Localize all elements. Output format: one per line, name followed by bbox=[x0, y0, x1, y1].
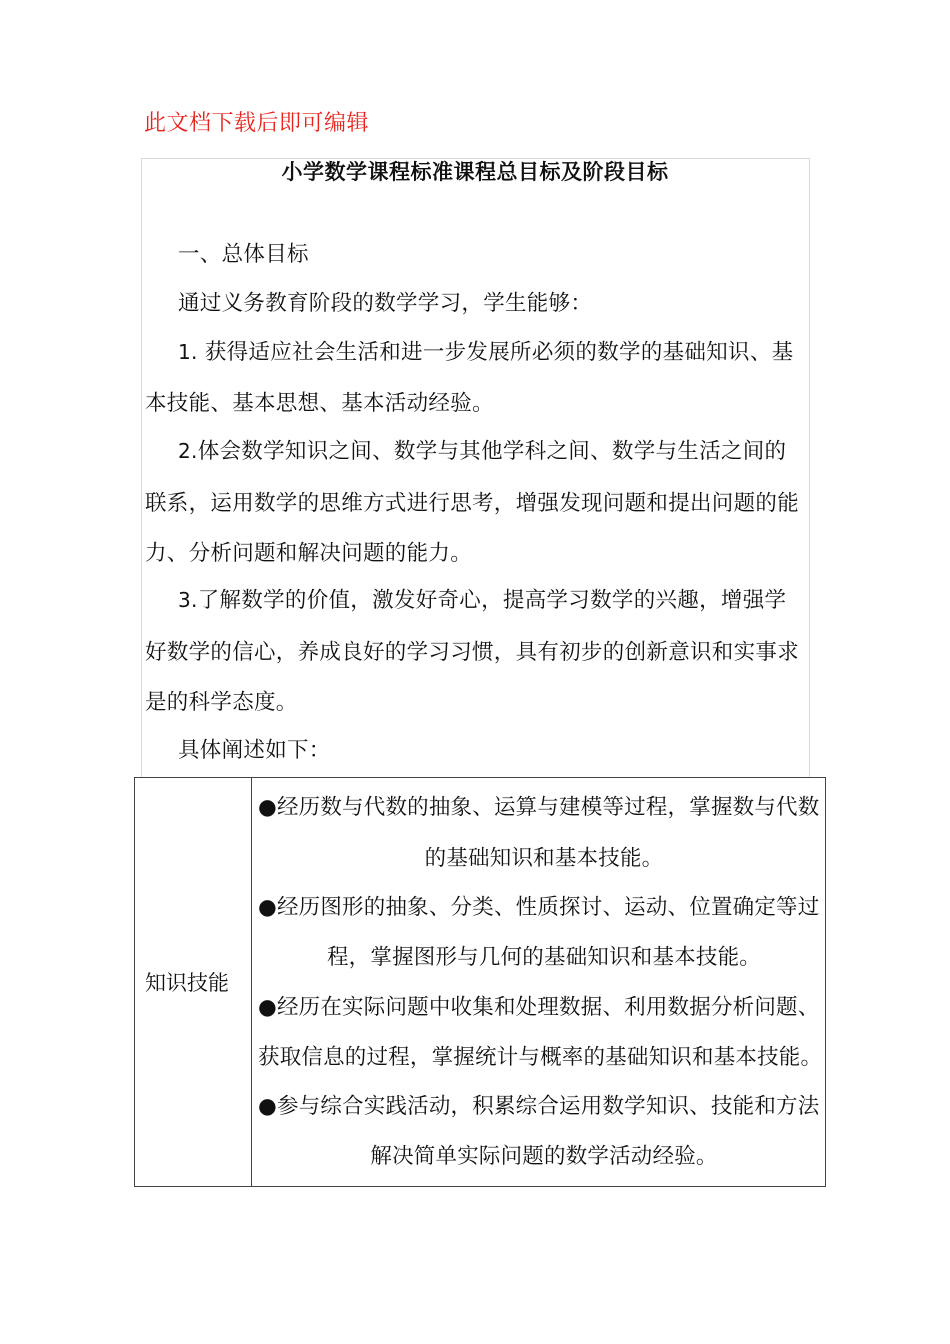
bullet-4-line-2: 解决简单实际问题的数学活动经验。 bbox=[370, 1144, 718, 1169]
goal-3-line-3: 是的科学态度。 bbox=[145, 690, 298, 715]
section-heading: 一、总体目标 bbox=[178, 242, 309, 267]
goal-2-number: 2. bbox=[178, 439, 198, 463]
row-label: 知识技能 bbox=[135, 778, 252, 1187]
bullet-1-line-1: ●经历数与代数的抽象、运算与建模等过程，掌握数与代数 bbox=[258, 795, 820, 820]
bullet-4-line-1: ●参与综合实践活动，积累综合运用数学知识、技能和方法 bbox=[258, 1094, 820, 1119]
table-row bbox=[135, 778, 826, 1187]
document-title: 小学数学课程标准课程总目标及阶段目标 bbox=[281, 159, 669, 184]
goal-3-line-1 bbox=[178, 583, 786, 614]
goal-2-line-2: 联系，运用数学的思维方式进行思考，增强发现问题和提出问题的能 bbox=[145, 491, 800, 516]
bullet-3-line-1: ●经历在实际问题中收集和处理数据、利用数据分析问题、 bbox=[258, 995, 820, 1020]
goal-1-number: 1. bbox=[178, 340, 198, 364]
bullet-3-line-2: 获取信息的过程，掌握统计与概率的基础知识和基本技能。 bbox=[258, 1045, 823, 1070]
intro-text: 通过义务教育阶段的数学学习，学生能够： bbox=[178, 291, 593, 316]
edit-notice: 此文档下载后即可编辑 bbox=[144, 111, 370, 136]
goal-3-number: 3. bbox=[178, 588, 198, 612]
goal-1-text: 获得适应社会生活和进一步发展所必须的数学的基础知识、基 bbox=[197, 340, 794, 365]
goal-2-line-1 bbox=[178, 434, 786, 465]
goal-1-line-2: 本技能、基本思想、基本活动经验。 bbox=[145, 391, 494, 416]
bullet-2-line-1: ●经历图形的抽象、分类、性质探讨、运动、位置确定等过 bbox=[258, 895, 820, 920]
detail-intro: 具体阐述如下： bbox=[178, 738, 331, 763]
goal-3-text: 了解数学的价值，激发好奇心，提高学习数学的兴趣，增强学 bbox=[197, 588, 787, 613]
row-content bbox=[252, 778, 826, 1187]
goal-3-line-2: 好数学的信心，养成良好的学习习惯，具有初步的创新意识和实事求 bbox=[145, 640, 800, 665]
knowledge-skills-table bbox=[134, 777, 826, 1187]
bullet-1-line-2: 的基础知识和基本技能。 bbox=[424, 846, 664, 871]
goal-2-text: 体会数学知识之间、数学与其他学科之间、数学与生活之间的 bbox=[197, 439, 787, 464]
goal-2-line-3: 力、分析问题和解决问题的能力。 bbox=[145, 541, 473, 566]
goal-1-line-1 bbox=[178, 335, 793, 366]
bullet-2-line-2: 程，掌握图形与几何的基础知识和基本技能。 bbox=[326, 945, 761, 970]
